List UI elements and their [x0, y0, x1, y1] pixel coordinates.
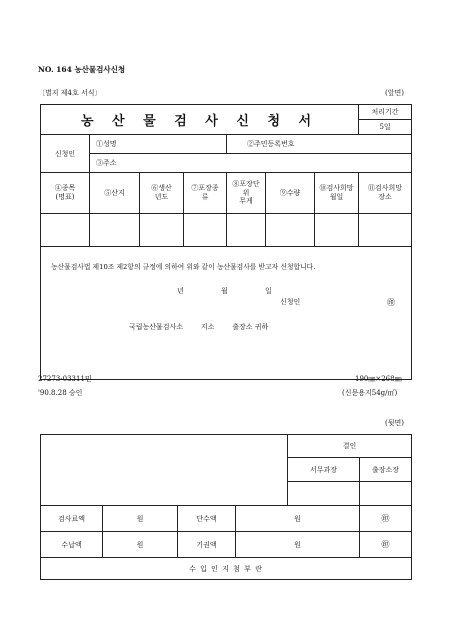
applicant-label: 신청인 [41, 135, 90, 173]
year-cell[interactable] [140, 214, 184, 247]
back-form [40, 434, 412, 580]
address-label: ③주소 [96, 159, 117, 167]
column-header-row [41, 173, 412, 214]
place-cell[interactable] [359, 214, 412, 247]
signer-seal: ㊞ [387, 298, 395, 307]
fee-won[interactable]: 원 [103, 506, 178, 532]
form-title-cell [41, 105, 359, 135]
column-header-inspection-date: ⑩검사희망 월일 [315, 173, 359, 214]
front-side-label: (앞면) [385, 89, 404, 97]
origin-cell[interactable] [90, 214, 140, 247]
document-number: NO. 164 농산물검사신청 [38, 65, 126, 74]
form-reference: 〔별지 제4호 서식〕 [38, 89, 102, 97]
form-code: 27273-03311민 [38, 375, 92, 383]
name-field[interactable] [90, 135, 227, 154]
name-label: ①성명 [96, 140, 117, 148]
fee-label: 검사료액 [41, 506, 103, 532]
quantity-cell[interactable] [266, 214, 315, 247]
column-header-inspection-place: ⑪검사희망 장소 [359, 173, 412, 214]
column-header-item: ④종목 (명표) [41, 173, 90, 214]
signer-label: 신청인 [280, 298, 301, 306]
packaging-cell[interactable] [184, 214, 227, 247]
resident-number-label: ②주민등록번호 [247, 140, 295, 148]
item-cell[interactable] [41, 214, 90, 247]
column-header-packaging-type: ⑦포장종 류 [184, 173, 227, 214]
back-side-label: (뒷면) [385, 419, 404, 427]
application-form [40, 104, 412, 380]
weight-cell[interactable] [227, 214, 266, 247]
paper-size: 190㎜×268㎜ [355, 375, 402, 383]
date-day: 일 [265, 287, 272, 295]
fraction-label: 단수액 [178, 506, 236, 532]
address-field[interactable] [90, 154, 412, 173]
paper-type: (신문용지54g/㎡) [342, 389, 398, 397]
statement-text: 농산물검사법 제10조 제2항의 규정에 의하여 위와 같이 농산물검사를 받고자 신청합니다. [51, 263, 316, 271]
column-header-origin: ⑤산지 [90, 173, 140, 214]
receipt-won[interactable]: 원 [103, 532, 178, 558]
receipt-row [41, 532, 412, 558]
date-year: 년 [177, 287, 184, 295]
fee-seal: ㊞ [360, 506, 412, 532]
form-title: 농 산 물 검 사 신 청 서 [80, 114, 319, 129]
processing-period-label: 처리기간 [359, 105, 412, 120]
clerk-label: 서무과장 [288, 458, 360, 482]
waived-label: 기권액 [178, 532, 236, 558]
approval-date: '90.8.28 승인 [38, 389, 83, 397]
column-header-production-year: ⑥생산 년도 [140, 173, 184, 214]
processing-period-value: 5일 [359, 120, 412, 135]
fee-row [41, 506, 412, 532]
fraction-won[interactable]: 원 [236, 506, 360, 532]
stamp-note: 수 입 인 지 첨 부 란 [41, 558, 412, 580]
receipt-seal: ㊞ [360, 532, 412, 558]
office-head-sign-cell[interactable] [360, 482, 412, 506]
clerk-sign-cell[interactable] [288, 482, 360, 506]
column-header-quantity: ⑨수량 [266, 173, 315, 214]
statement-block [41, 247, 412, 380]
office-head-label: 출장소장 [360, 458, 412, 482]
waived-won[interactable]: 원 [236, 532, 360, 558]
back-blank-area [41, 435, 288, 506]
resident-number-field[interactable] [227, 135, 412, 154]
approval-label: 결인 [288, 435, 412, 458]
date-cell[interactable] [315, 214, 359, 247]
receipt-label: 수납액 [41, 532, 103, 558]
column-header-packaging-weight: ⑧포장단 위 무게 [227, 173, 266, 214]
recipient-text: 국립농산물검사소 지소 출장소 귀하 [129, 323, 269, 331]
date-month: 월 [221, 287, 228, 295]
